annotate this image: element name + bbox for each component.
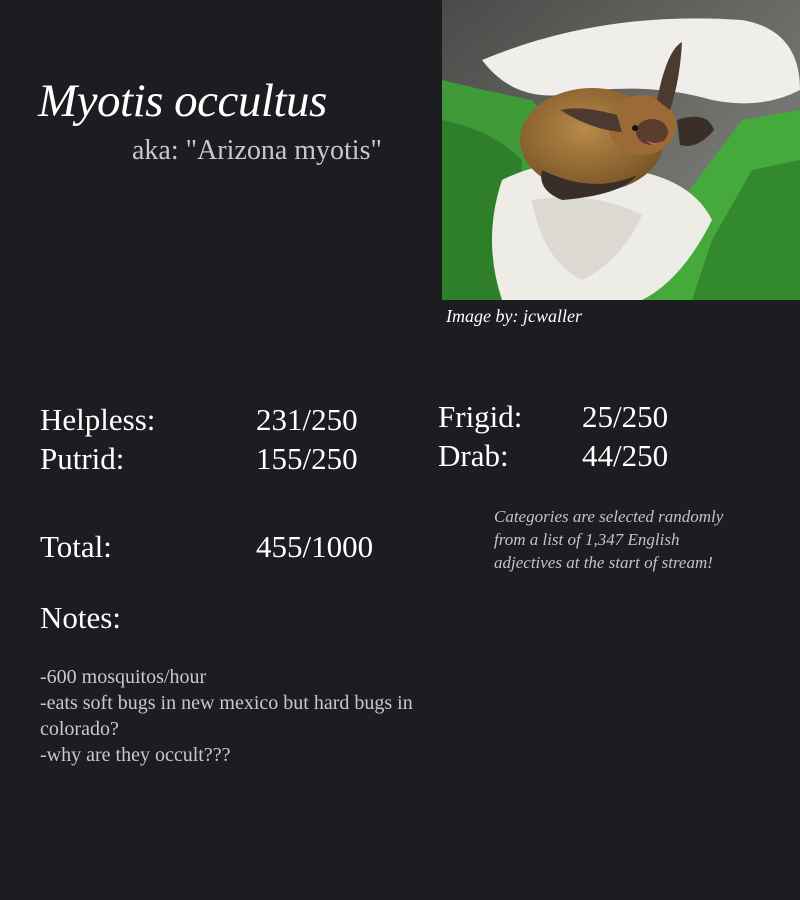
common-name: aka: "Arizona myotis" bbox=[132, 135, 382, 166]
notes-heading: Notes: bbox=[40, 600, 121, 635]
species-title: Myotis occultus bbox=[38, 75, 327, 127]
total-label: Total: bbox=[40, 529, 112, 564]
bat-photo bbox=[442, 0, 800, 300]
stat-label-helpless: Helpless: bbox=[40, 402, 156, 437]
stat-value-putrid: 155/250 bbox=[256, 441, 358, 476]
list-item: -600 mosquitos/hour bbox=[40, 666, 207, 688]
stat-label-putrid: Putrid: bbox=[40, 441, 125, 476]
stat-value-drab: 44/250 bbox=[582, 438, 669, 473]
stat-label-drab: Drab: bbox=[438, 438, 509, 473]
notes-list bbox=[40, 664, 460, 768]
stat-value-helpless: 231/250 bbox=[256, 402, 358, 437]
stat-value-frigid: 25/250 bbox=[582, 399, 669, 434]
list-item: -why are they occult??? bbox=[40, 744, 231, 766]
list-item: -eats soft bugs in new mexico but hard bugs in colorado? bbox=[40, 692, 413, 740]
stat-label-frigid: Frigid: bbox=[438, 399, 523, 434]
categories-note: Categories are selected randomly from a list of 1,347 English adjectives at the start of stream! bbox=[494, 507, 724, 572]
total-value: 455/1000 bbox=[256, 529, 374, 564]
image-credit: Image by: jcwaller bbox=[446, 306, 582, 326]
